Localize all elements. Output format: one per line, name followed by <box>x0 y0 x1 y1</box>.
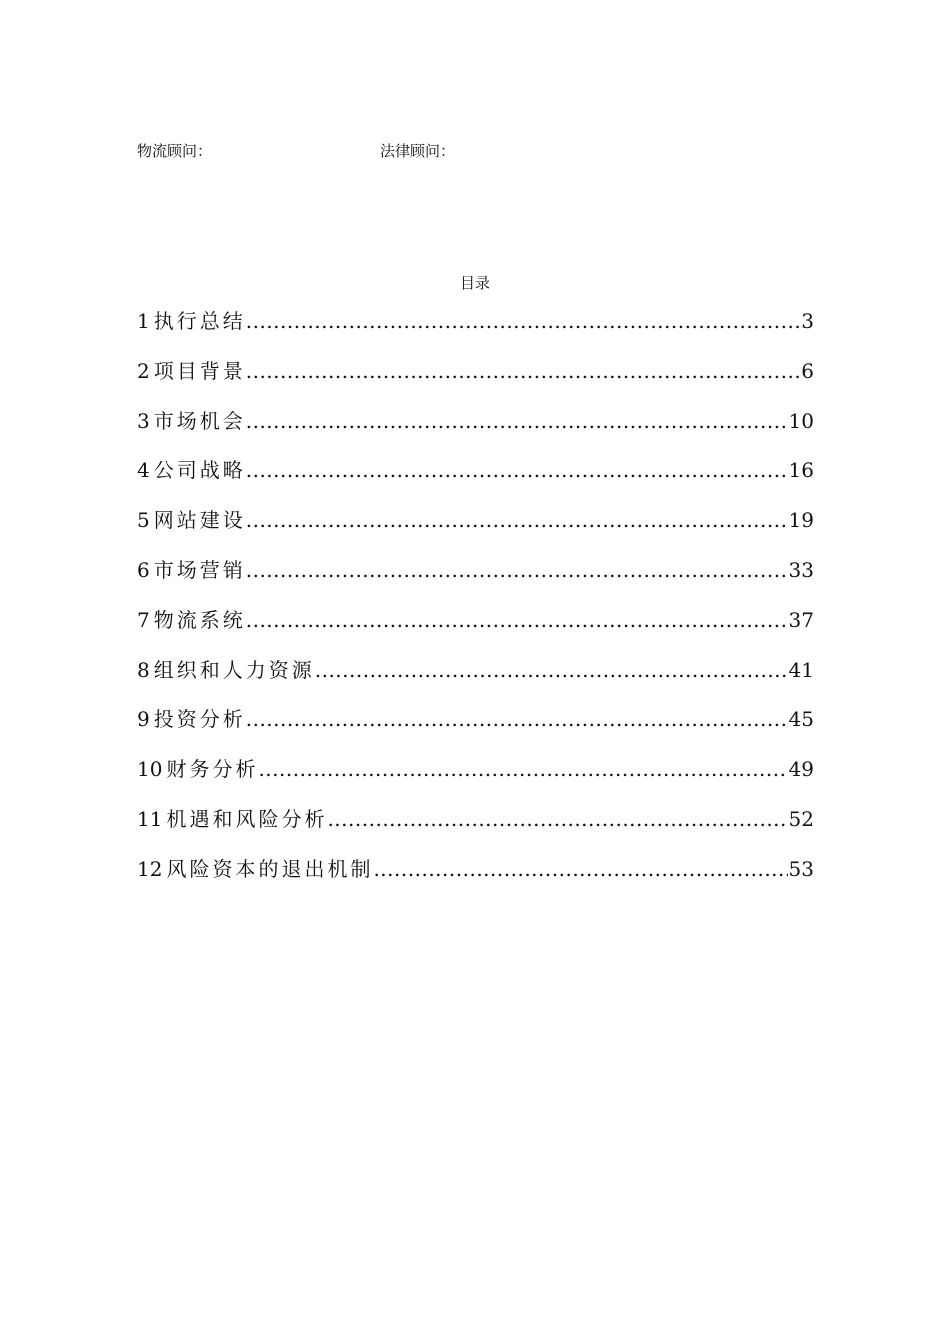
toc-title: 目录 <box>459 274 490 292</box>
toc-dot-leader <box>373 851 787 887</box>
toc-dot-leader <box>246 452 788 488</box>
toc-entry[interactable] <box>137 552 814 602</box>
toc-entry-page: 3 <box>801 309 814 333</box>
toc-entry-number: 1 <box>137 309 150 333</box>
toc-entry-number: 7 <box>137 607 150 632</box>
toc-entry-title: 风险资本的退出机制 <box>166 856 374 881</box>
toc-dot-leader <box>258 751 787 787</box>
toc-entry-page: 16 <box>788 458 814 483</box>
toc-entry-page: 33 <box>788 557 814 582</box>
toc-entry[interactable] <box>137 602 814 652</box>
toc-entry-page: 6 <box>801 358 814 383</box>
toc-entry-page: 41 <box>788 657 814 682</box>
toc-entry-title: 财务分析 <box>166 757 259 782</box>
toc-entry-number: 6 <box>137 557 150 582</box>
toc-dot-leader <box>246 502 788 538</box>
toc-entry[interactable] <box>137 303 814 353</box>
toc-entry-title: 机遇和风险分析 <box>166 806 328 831</box>
toc-entry-page: 53 <box>788 856 814 881</box>
toc-entry-page: 10 <box>788 408 814 433</box>
toc-entry[interactable] <box>137 851 814 901</box>
toc-entry[interactable] <box>137 801 814 851</box>
toc-dot-leader <box>327 801 787 837</box>
toc-entry-title: 项目背景 <box>153 358 246 383</box>
toc-entry-page: 52 <box>788 806 814 831</box>
toc-entry-page: 49 <box>788 757 814 782</box>
toc-entry-page: 37 <box>788 607 814 632</box>
logistics-advisor-label: 物流顾问： <box>137 142 213 160</box>
toc-entry-title: 物流系统 <box>153 607 246 632</box>
toc-entry-title: 投资分析 <box>153 707 246 732</box>
toc-dot-leader <box>246 353 801 389</box>
toc-entry-number: 3 <box>137 408 150 433</box>
toc-entry-number: 5 <box>137 508 150 533</box>
toc-entry-number: 10 <box>137 757 163 782</box>
toc-entry-page: 45 <box>788 707 814 732</box>
toc-entry[interactable] <box>137 353 814 403</box>
toc-entry-number: 9 <box>137 707 150 732</box>
toc-entry-page: 19 <box>788 508 814 533</box>
toc-entry[interactable] <box>137 701 814 751</box>
toc-entry-number: 12 <box>137 856 163 881</box>
toc-entry-title: 市场营销 <box>153 557 246 582</box>
toc-dot-leader <box>246 303 801 339</box>
toc-entry[interactable] <box>137 452 814 502</box>
toc-dot-leader <box>315 652 788 688</box>
toc-entry-title: 市场机会 <box>153 408 246 433</box>
toc-entry-title: 执行总结 <box>153 309 246 333</box>
toc-entry-number: 4 <box>137 458 150 483</box>
toc-dot-leader <box>246 552 788 588</box>
toc-entry[interactable] <box>137 502 814 552</box>
table-of-contents <box>137 303 814 901</box>
toc-entry[interactable] <box>137 403 814 453</box>
toc-entry-title: 网站建设 <box>153 508 246 533</box>
toc-entry-number: 8 <box>137 657 150 682</box>
legal-advisor-label: 法律顾问： <box>380 142 456 160</box>
advisors-line <box>137 140 837 162</box>
toc-entry-number: 2 <box>137 358 150 383</box>
toc-dot-leader <box>246 701 788 737</box>
toc-entry[interactable] <box>137 751 814 801</box>
toc-entry[interactable] <box>137 652 814 702</box>
toc-entry-title: 公司战略 <box>153 458 246 483</box>
toc-entry-number: 11 <box>137 806 163 831</box>
toc-entry-title: 组织和人力资源 <box>153 657 315 682</box>
toc-dot-leader <box>246 602 788 638</box>
toc-dot-leader <box>246 403 788 439</box>
